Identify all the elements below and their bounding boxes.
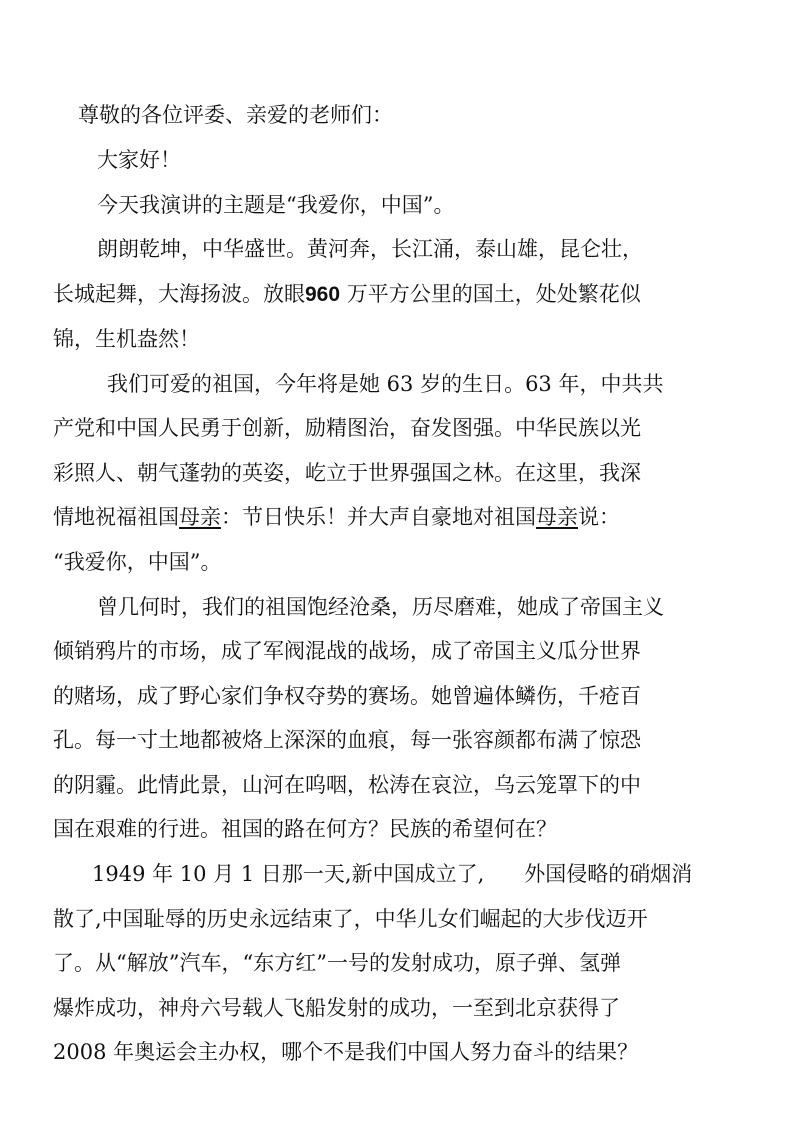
greeting: 大家好！ [97,148,181,172]
text-run: 万平方公里的国土，处处繁花似 [346,282,641,306]
paragraph-line: 国在艰难的行进。祖国的路在何方？民族的希望何在？ [53,817,557,841]
salutation: 尊敬的各位评委、亲爱的老师们： [78,103,393,127]
paragraph-line: 孔。每一寸土地都被烙上深深的血痕，每一张容颜都布满了惊恐 [53,728,641,752]
paragraph-line: 倾销鸦片的市场，成了军阀混战的战场，成了帝国主义瓜分世界 [53,639,641,663]
paragraph-line: 1949 年 10 月 1 日那一天,新中国成立了, 外国侵略的硝烟消 [92,862,693,886]
paragraph-line: 爆炸成功，神舟六号载人飞船发射的成功，一至到北京获得了 [53,996,620,1020]
paragraph-line: 朗朗乾坤，中华盛世。黄河奔，长江涌，泰山雄，昆仑壮， [97,237,643,261]
paragraph-line: “我爱你，中国”。 [53,550,222,574]
paragraph-line: 锦，生机盎然！ [53,327,200,351]
underlined-word: 母亲 [179,505,221,529]
paragraph-line: 2008 年奥运会主办权，哪个不是我们中国人努力奋斗的结果？ [53,1040,639,1064]
paragraph-line: 散了,中国耻辱的历史永远结束了，中华儿女们崛起的大步伐迈开 [53,907,648,931]
paragraph-line [53,279,641,310]
text-run: 情地祝福祖国 [53,505,179,529]
paragraph-line: 了。从“解放”汽车，“东方红”一号的发射成功，原子弹、氢弹 [53,951,621,975]
paragraph-line: 我们可爱的祖国，今年将是她 63 岁的生日。63 年，中共共 [107,372,664,396]
underlined-word: 母亲 [536,505,578,529]
paragraph-line: 的赌场，成了野心家们争权夺势的赛场。她曾遍体鳞伤，千疮百 [53,684,641,708]
speech-topic: 今天我演讲的主题是“我爱你，中国”。 [97,193,455,217]
text-run: ：节日快乐！并大声自豪地对祖国 [221,505,536,529]
bold-number: 960 [305,283,341,306]
text-run: 长城起舞，大海扬波。放眼 [53,282,305,306]
paragraph-line: 产党和中国人民勇于创新，励精图治，奋发图强。中华民族以光 [53,416,641,440]
text-run: 说： [578,505,620,529]
paragraph-line: 的阴霾。此情此景，山河在呜咽，松涛在哀泣，乌云笼罩下的中 [53,773,641,797]
paragraph-line: 彩照人、朝气蓬勃的英姿，屹立于世界强国之林。在这里，我深 [53,461,641,485]
paragraph-line: 曾几何时，我们的祖国饱经沧桑，历尽磨难，她成了帝国主义 [97,595,664,619]
paragraph-line [53,502,620,532]
